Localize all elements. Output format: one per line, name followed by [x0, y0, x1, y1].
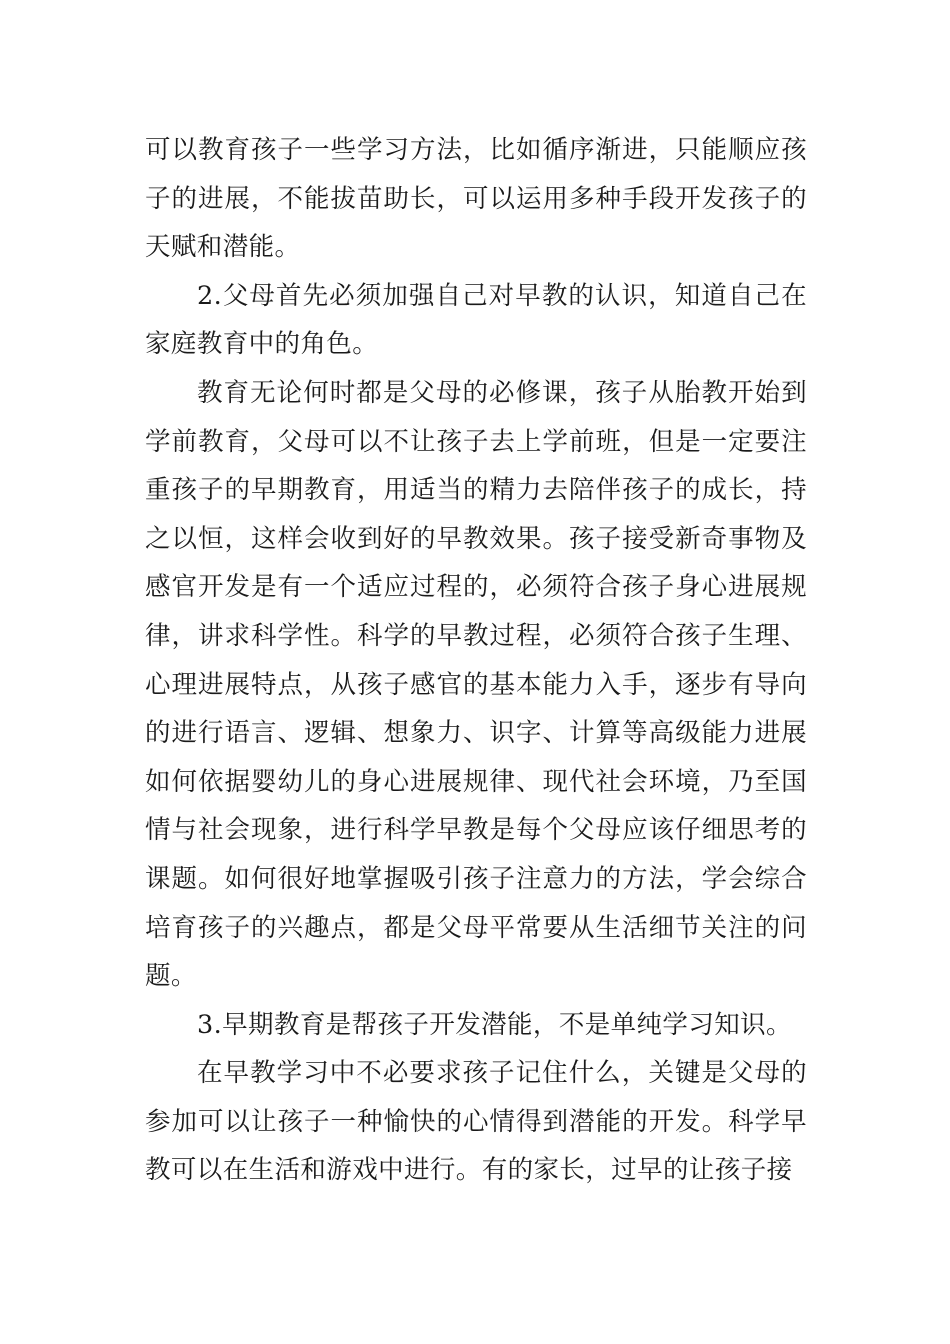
paragraph-4-heading: 3.早期教育是帮孩子开发潜能，不是单纯学习知识。	[197, 1009, 792, 1040]
paragraph-3: 教育无论何时都是父母的必修课，孩子从胎教开始到学前教育，父母可以不让孩子去上学前班，但是一定要注重孩子的早期教育，用适当的精力去陪伴孩子的成长，持之以恒，这样会收到好的早教效果。孩子接受新奇事物及感官开发是有一个适应过程的，必须符合孩子身心进展规律，讲求科学性。科学的早教过程，必须符合孩子生理、心理进展特点，从孩子感官的基本能力入手，逐步有导向的进行语言、逻辑、想象力、识字、计算等高级能力进展如何依据婴幼儿的身心进展规律、现代社会环境，乃至国情与社会现象，进行科学早教是每个父母应该仔细思考的课题。如何很好地掌握吸引孩子注意力的方法，学会综合培育孩子的兴趣点，都是父母平常要从生活细节关注的问题。	[145, 377, 807, 992]
paragraph-1: 可以教育孩子一些学习方法，比如循序渐进，只能顺应孩子的进展，不能拔苗助长，可以运用多种手段开发孩子的天赋和潜能。	[145, 135, 807, 263]
document-body	[145, 126, 807, 1195]
paragraph-5: 在早教学习中不必要求孩子记住什么，关键是父母的参加可以让孩子一种愉快的心情得到潜能的开发。科学早教可以在生活和游戏中进行。有的家长，过早的让孩子接	[145, 1058, 807, 1186]
paragraph-2-heading: 2.父母首先必须加强自己对早教的认识，知道自己在家庭教育中的角色。	[145, 280, 807, 360]
